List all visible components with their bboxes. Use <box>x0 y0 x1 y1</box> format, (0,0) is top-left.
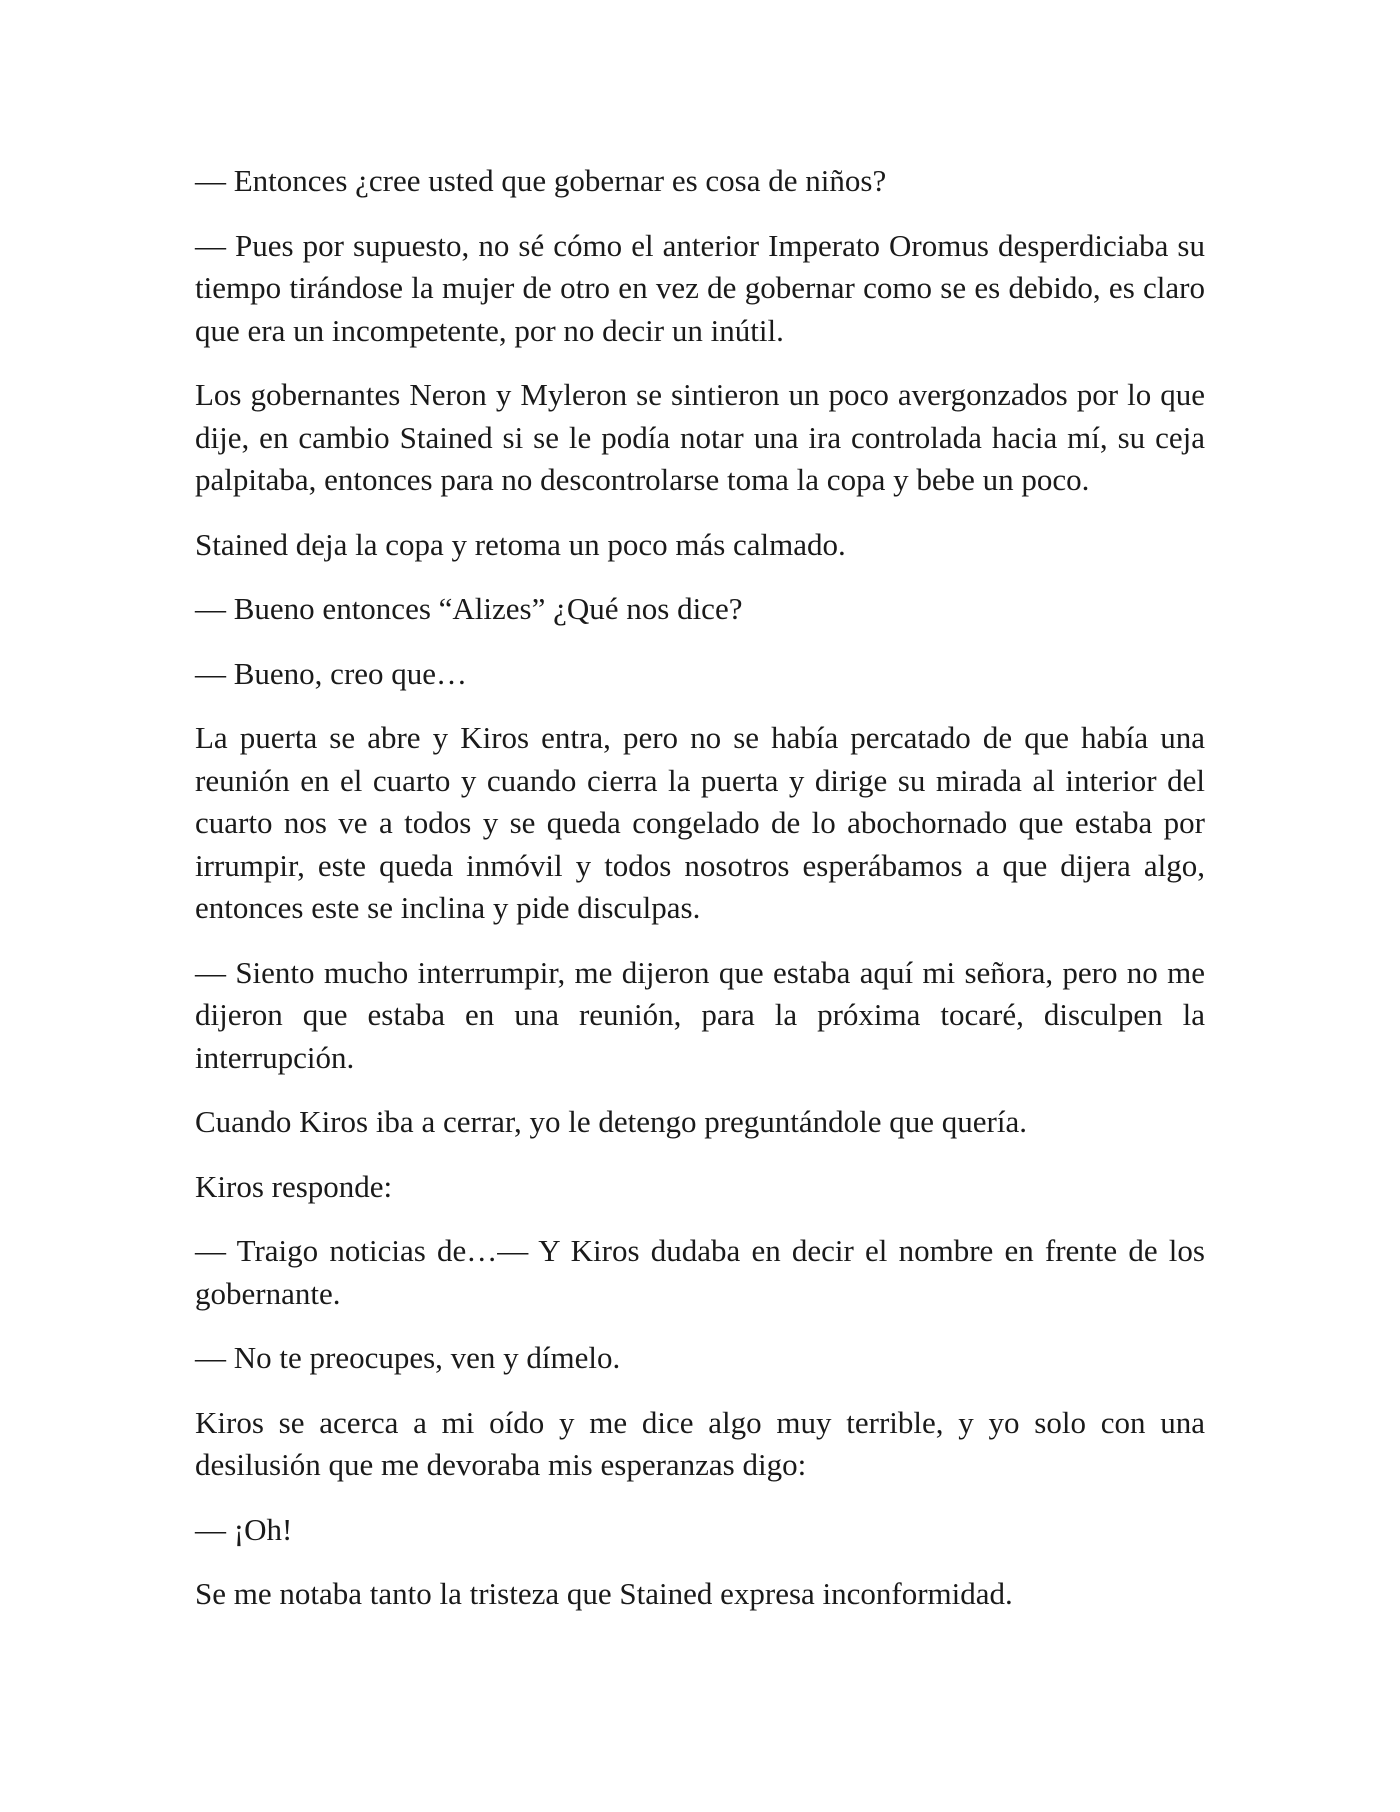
paragraph: — Siento mucho interrumpir, me dijeron que estaba aquí mi señora, pero no me dijeron que estaba en una reunión, para la próxima tocaré, disculpen la interrupción. <box>195 954 1205 1075</box>
paragraph: Cuando Kiros iba a cerrar, yo le detengo preguntándole que quería. <box>195 1104 1028 1139</box>
paragraph: — Entonces ¿cree usted que gobernar es cosa de niños? <box>195 163 887 198</box>
paragraph: — Bueno, creo que… <box>195 655 468 691</box>
paragraph: Kiros se acerca a mi oído y me dice algo muy terrible, y yo solo con una desilusión que me devoraba mis esperanzas digo: <box>195 1404 1205 1482</box>
document-page <box>195 160 1205 1638</box>
paragraph: Se me notaba tanto la tristeza que Stained expresa inconformidad. <box>195 1576 1013 1611</box>
paragraph: — No te preocupes, ven y dímelo. <box>195 1340 621 1375</box>
paragraph: Kiros responde: <box>195 1168 393 1204</box>
paragraph: — Pues por supuesto, no sé cómo el anterior Imperato Oromus desperdiciaba su tiempo tirándose la mujer de otro en vez de gobernar como se es debido, es claro que era un incompetente, por no decir un inútil. <box>195 227 1205 348</box>
paragraph: — Bueno entonces “Alizes” ¿Qué nos dice? <box>195 591 743 626</box>
paragraph: Los gobernantes Neron y Myleron se sintieron un poco avergonzados por lo que dije, en cambio Stained si se le podía notar una ira controlada hacia mí, su ceja palpitaba, entonces para no descontrolarse toma la copa y bebe un poco. <box>195 377 1205 497</box>
paragraph: — Traigo noticias de…— Y Kiros dudaba en decir el nombre en frente de los gobernante. <box>195 1233 1205 1311</box>
paragraph: — ¡Oh! <box>195 1511 293 1547</box>
paragraph: La puerta se abre y Kiros entra, pero no se había percatado de que había una reunión en el cuarto y cuando cierra la puerta y dirige su mirada al interior del cuarto nos ve a todos y se queda congelado de lo abochornado que estaba por irrumpir, este queda inmóvil y todos nosotros esperábamos a que dijera algo, entonces este se inclina y pide disculpas. <box>195 720 1205 925</box>
paragraph: Stained deja la copa y retoma un poco más calmado. <box>195 526 846 562</box>
